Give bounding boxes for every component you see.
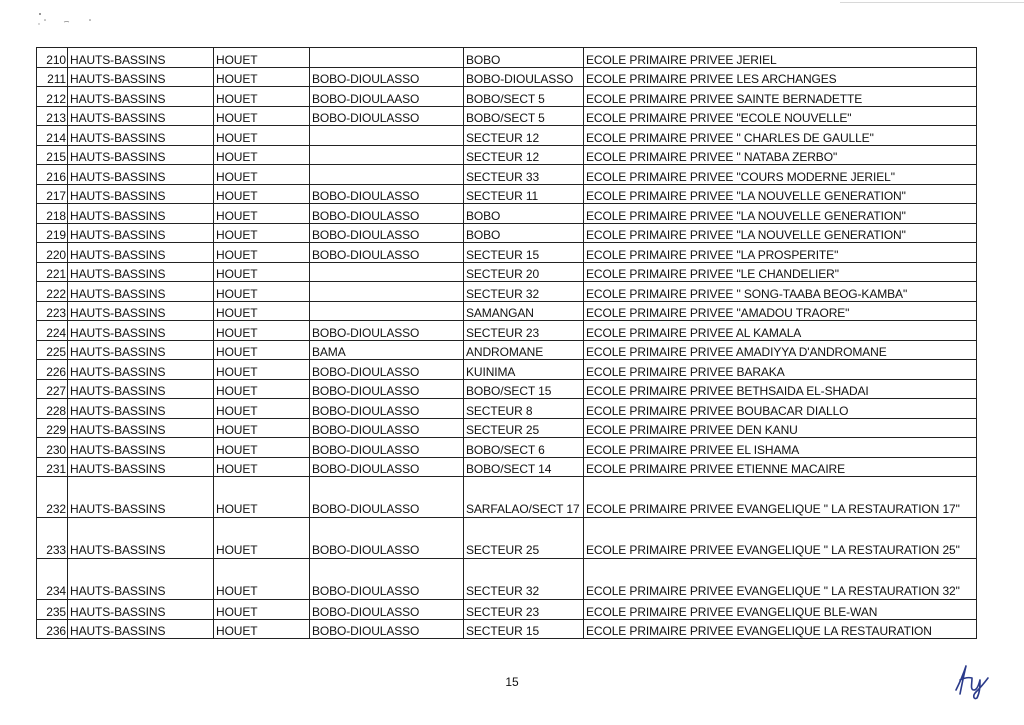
row-number: 231 bbox=[37, 457, 68, 477]
school-name-cell: ECOLE PRIMAIRE PRIVEE EVANGELIQUE BLE-WAN bbox=[584, 600, 977, 620]
commune-cell bbox=[310, 165, 464, 185]
school-name-cell: ECOLE PRIMAIRE PRIVEE EVANGELIQUE " LA RESTAURATION 32" bbox=[584, 559, 977, 600]
region-cell: HAUTS-BASSINS bbox=[68, 126, 214, 146]
row-number: 236 bbox=[37, 619, 68, 639]
region-cell: HAUTS-BASSINS bbox=[68, 204, 214, 224]
village-cell: SECTEUR 15 bbox=[464, 243, 584, 263]
region-cell: HAUTS-BASSINS bbox=[68, 282, 214, 302]
schools-table bbox=[36, 47, 977, 639]
school-name-cell: ECOLE PRIMAIRE PRIVEE "AMADOU TRAORE" bbox=[584, 301, 977, 321]
commune-cell: BOBO-DIOULASSO bbox=[310, 619, 464, 639]
row-number: 214 bbox=[37, 126, 68, 146]
village-cell: SECTEUR 25 bbox=[464, 418, 584, 438]
province-cell: HOUET bbox=[214, 165, 310, 185]
region-cell: HAUTS-BASSINS bbox=[68, 243, 214, 263]
village-cell: SAMANGAN bbox=[464, 301, 584, 321]
region-cell: HAUTS-BASSINS bbox=[68, 262, 214, 282]
province-cell: HOUET bbox=[214, 477, 310, 518]
village-cell: BOBO bbox=[464, 204, 584, 224]
village-cell: SECTEUR 20 bbox=[464, 262, 584, 282]
region-cell: HAUTS-BASSINS bbox=[68, 184, 214, 204]
village-cell: BOBO/SECT 6 bbox=[464, 438, 584, 458]
table-row bbox=[37, 282, 977, 302]
row-number: 211 bbox=[37, 67, 68, 87]
region-cell: HAUTS-BASSINS bbox=[68, 457, 214, 477]
table-row bbox=[37, 619, 977, 639]
page-number: 15 bbox=[505, 675, 519, 689]
school-name-cell: ECOLE PRIMAIRE PRIVEE SAINTE BERNADETTE bbox=[584, 87, 977, 107]
school-name-cell: ECOLE PRIMAIRE PRIVEE AL KAMALA bbox=[584, 321, 977, 341]
province-cell: HOUET bbox=[214, 321, 310, 341]
row-number: 226 bbox=[37, 360, 68, 380]
region-cell: HAUTS-BASSINS bbox=[68, 438, 214, 458]
school-name-cell: ECOLE PRIMAIRE PRIVEE JERIEL bbox=[584, 48, 977, 68]
school-name-cell: ECOLE PRIMAIRE PRIVEE EVANGELIQUE LA RESTAURATION bbox=[584, 619, 977, 639]
row-number: 221 bbox=[37, 262, 68, 282]
school-name-cell: ECOLE PRIMAIRE PRIVEE BETHSAIDA EL-SHADAI bbox=[584, 379, 977, 399]
village-cell: ANDROMANE bbox=[464, 340, 584, 360]
province-cell: HOUET bbox=[214, 340, 310, 360]
table-row bbox=[37, 223, 977, 243]
province-cell: HOUET bbox=[214, 282, 310, 302]
province-cell: HOUET bbox=[214, 518, 310, 559]
table-row bbox=[37, 340, 977, 360]
school-name-cell: ECOLE PRIMAIRE PRIVEE EVANGELIQUE " LA RESTAURATION 17" bbox=[584, 477, 977, 518]
region-cell: HAUTS-BASSINS bbox=[68, 518, 214, 559]
table-row bbox=[37, 48, 977, 68]
commune-cell: BOBO-DIOULASSO bbox=[310, 223, 464, 243]
region-cell: HAUTS-BASSINS bbox=[68, 559, 214, 600]
school-name-cell: ECOLE PRIMAIRE PRIVEE LES ARCHANGES bbox=[584, 67, 977, 87]
row-number: 219 bbox=[37, 223, 68, 243]
region-cell: HAUTS-BASSINS bbox=[68, 67, 214, 87]
row-number: 227 bbox=[37, 379, 68, 399]
region-cell: HAUTS-BASSINS bbox=[68, 223, 214, 243]
school-name-cell: ECOLE PRIMAIRE PRIVEE " SONG-TAABA BEOG-KAMBA" bbox=[584, 282, 977, 302]
commune-cell: BOBO-DIOULASSO bbox=[310, 518, 464, 559]
row-number: 216 bbox=[37, 165, 68, 185]
row-number: 217 bbox=[37, 184, 68, 204]
village-cell: BOBO/SECT 14 bbox=[464, 457, 584, 477]
commune-cell: BOBO-DIOULASSO bbox=[310, 184, 464, 204]
province-cell: HOUET bbox=[214, 619, 310, 639]
school-name-cell: ECOLE PRIMAIRE PRIVEE EL ISHAMA bbox=[584, 438, 977, 458]
village-cell: BOBO/SECT 5 bbox=[464, 106, 584, 126]
province-cell: HOUET bbox=[214, 262, 310, 282]
village-cell: SECTEUR 23 bbox=[464, 600, 584, 620]
village-cell: SECTEUR 25 bbox=[464, 518, 584, 559]
commune-cell: BOBO-DIOULASSO bbox=[310, 243, 464, 263]
village-cell: SECTEUR 12 bbox=[464, 126, 584, 146]
province-cell: HOUET bbox=[214, 399, 310, 419]
row-number: 228 bbox=[37, 399, 68, 419]
table-row bbox=[37, 106, 977, 126]
commune-cell: BOBO-DIOULASSO bbox=[310, 379, 464, 399]
table-row bbox=[37, 301, 977, 321]
region-cell: HAUTS-BASSINS bbox=[68, 477, 214, 518]
table-row bbox=[37, 87, 977, 107]
province-cell: HOUET bbox=[214, 243, 310, 263]
province-cell: HOUET bbox=[214, 184, 310, 204]
commune-cell: BOBO-DIOULASSO bbox=[310, 360, 464, 380]
table-body bbox=[37, 48, 977, 639]
village-cell: BOBO bbox=[464, 223, 584, 243]
row-number: 224 bbox=[37, 321, 68, 341]
region-cell: HAUTS-BASSINS bbox=[68, 165, 214, 185]
table-row bbox=[37, 321, 977, 341]
row-number: 222 bbox=[37, 282, 68, 302]
table-row bbox=[37, 477, 977, 518]
school-name-cell: ECOLE PRIMAIRE PRIVEE BARAKA bbox=[584, 360, 977, 380]
commune-cell bbox=[310, 301, 464, 321]
table-row bbox=[37, 457, 977, 477]
region-cell: HAUTS-BASSINS bbox=[68, 106, 214, 126]
commune-cell: BOBO-DIOULASSO bbox=[310, 399, 464, 419]
table-row bbox=[37, 204, 977, 224]
table-row bbox=[37, 165, 977, 185]
commune-cell: BOBO-DIOULAASO bbox=[310, 87, 464, 107]
commune-cell: BOBO-DIOULASSO bbox=[310, 457, 464, 477]
school-name-cell: ECOLE PRIMAIRE PRIVEE "LE CHANDELIER" bbox=[584, 262, 977, 282]
school-name-cell: ECOLE PRIMAIRE PRIVEE EVANGELIQUE " LA RESTAURATION 25" bbox=[584, 518, 977, 559]
row-number: 215 bbox=[37, 145, 68, 165]
village-cell: BOBO bbox=[464, 48, 584, 68]
row-number: 234 bbox=[37, 559, 68, 600]
row-number: 218 bbox=[37, 204, 68, 224]
region-cell: HAUTS-BASSINS bbox=[68, 619, 214, 639]
province-cell: HOUET bbox=[214, 87, 310, 107]
commune-cell: BOBO-DIOULASSO bbox=[310, 559, 464, 600]
school-name-cell: ECOLE PRIMAIRE PRIVEE "LA PROSPERITE" bbox=[584, 243, 977, 263]
commune-cell: BOBO-DIOULASSO bbox=[310, 321, 464, 341]
province-cell: HOUET bbox=[214, 48, 310, 68]
row-number: 220 bbox=[37, 243, 68, 263]
region-cell: HAUTS-BASSINS bbox=[68, 340, 214, 360]
region-cell: HAUTS-BASSINS bbox=[68, 321, 214, 341]
region-cell: HAUTS-BASSINS bbox=[68, 379, 214, 399]
school-name-cell: ECOLE PRIMAIRE PRIVEE "LA NOUVELLE GENERATION" bbox=[584, 184, 977, 204]
region-cell: HAUTS-BASSINS bbox=[68, 418, 214, 438]
table-row bbox=[37, 418, 977, 438]
handwritten-signature bbox=[950, 660, 992, 700]
village-cell: SECTEUR 11 bbox=[464, 184, 584, 204]
row-number: 225 bbox=[37, 340, 68, 360]
village-cell: KUINIMA bbox=[464, 360, 584, 380]
commune-cell: BOBO-DIOULASSO bbox=[310, 67, 464, 87]
province-cell: HOUET bbox=[214, 559, 310, 600]
village-cell: SECTEUR 23 bbox=[464, 321, 584, 341]
commune-cell: BOBO-DIOULASSO bbox=[310, 204, 464, 224]
table-row bbox=[37, 67, 977, 87]
row-number: 235 bbox=[37, 600, 68, 620]
school-name-cell: ECOLE PRIMAIRE PRIVEE "LA NOUVELLE GENERATION" bbox=[584, 204, 977, 224]
village-cell: SECTEUR 15 bbox=[464, 619, 584, 639]
village-cell: SECTEUR 12 bbox=[464, 145, 584, 165]
commune-cell bbox=[310, 48, 464, 68]
row-number: 230 bbox=[37, 438, 68, 458]
row-number: 212 bbox=[37, 87, 68, 107]
province-cell: HOUET bbox=[214, 600, 310, 620]
region-cell: HAUTS-BASSINS bbox=[68, 87, 214, 107]
village-cell: SARFALAO/SECT 17 bbox=[464, 477, 584, 518]
commune-cell: BOBO-DIOULASSO bbox=[310, 600, 464, 620]
region-cell: HAUTS-BASSINS bbox=[68, 360, 214, 380]
village-cell: BOBO-DIOULASSO bbox=[464, 67, 584, 87]
row-number: 213 bbox=[37, 106, 68, 126]
row-number: 223 bbox=[37, 301, 68, 321]
row-number: 233 bbox=[37, 518, 68, 559]
province-cell: HOUET bbox=[214, 301, 310, 321]
village-cell: BOBO/SECT 15 bbox=[464, 379, 584, 399]
row-number: 232 bbox=[37, 477, 68, 518]
table-row bbox=[37, 438, 977, 458]
village-cell: SECTEUR 32 bbox=[464, 559, 584, 600]
region-cell: HAUTS-BASSINS bbox=[68, 48, 214, 68]
table-row bbox=[37, 126, 977, 146]
commune-cell bbox=[310, 262, 464, 282]
province-cell: HOUET bbox=[214, 204, 310, 224]
commune-cell bbox=[310, 282, 464, 302]
school-name-cell: ECOLE PRIMAIRE PRIVEE " NATABA ZERBO" bbox=[584, 145, 977, 165]
school-name-cell: ECOLE PRIMAIRE PRIVEE "ECOLE NOUVELLE" bbox=[584, 106, 977, 126]
commune-cell bbox=[310, 145, 464, 165]
commune-cell: BOBO-DIOULASSO bbox=[310, 106, 464, 126]
commune-cell: BAMA bbox=[310, 340, 464, 360]
school-name-cell: ECOLE PRIMAIRE PRIVEE "COURS MODERNE JERIEL" bbox=[584, 165, 977, 185]
village-cell: SECTEUR 33 bbox=[464, 165, 584, 185]
commune-cell: BOBO-DIOULASSO bbox=[310, 438, 464, 458]
province-cell: HOUET bbox=[214, 126, 310, 146]
table-row bbox=[37, 518, 977, 559]
table-row bbox=[37, 360, 977, 380]
table-row bbox=[37, 559, 977, 600]
school-name-cell: ECOLE PRIMAIRE PRIVEE " CHARLES DE GAULLE" bbox=[584, 126, 977, 146]
scan-specks bbox=[30, 8, 100, 30]
commune-cell: BOBO-DIOULASSO bbox=[310, 477, 464, 518]
province-cell: HOUET bbox=[214, 360, 310, 380]
commune-cell bbox=[310, 126, 464, 146]
province-cell: HOUET bbox=[214, 145, 310, 165]
province-cell: HOUET bbox=[214, 438, 310, 458]
commune-cell: BOBO-DIOULASSO bbox=[310, 418, 464, 438]
school-name-cell: ECOLE PRIMAIRE PRIVEE DEN KANU bbox=[584, 418, 977, 438]
province-cell: HOUET bbox=[214, 379, 310, 399]
province-cell: HOUET bbox=[214, 457, 310, 477]
table-row bbox=[37, 600, 977, 620]
village-cell: SECTEUR 32 bbox=[464, 282, 584, 302]
school-name-cell: ECOLE PRIMAIRE PRIVEE AMADIYYA D'ANDROMANE bbox=[584, 340, 977, 360]
table-row bbox=[37, 243, 977, 263]
region-cell: HAUTS-BASSINS bbox=[68, 301, 214, 321]
row-number: 229 bbox=[37, 418, 68, 438]
region-cell: HAUTS-BASSINS bbox=[68, 145, 214, 165]
table-row bbox=[37, 379, 977, 399]
scan-edge-line bbox=[840, 2, 1024, 3]
province-cell: HOUET bbox=[214, 418, 310, 438]
region-cell: HAUTS-BASSINS bbox=[68, 399, 214, 419]
table-row bbox=[37, 184, 977, 204]
school-name-cell: ECOLE PRIMAIRE PRIVEE "LA NOUVELLE GENERATION" bbox=[584, 223, 977, 243]
school-name-cell: ECOLE PRIMAIRE PRIVEE BOUBACAR DIALLO bbox=[584, 399, 977, 419]
row-number: 210 bbox=[37, 48, 68, 68]
table-row bbox=[37, 145, 977, 165]
province-cell: HOUET bbox=[214, 106, 310, 126]
school-name-cell: ECOLE PRIMAIRE PRIVEE ETIENNE MACAIRE bbox=[584, 457, 977, 477]
table-row bbox=[37, 262, 977, 282]
table-row bbox=[37, 399, 977, 419]
village-cell: BOBO/SECT 5 bbox=[464, 87, 584, 107]
region-cell: HAUTS-BASSINS bbox=[68, 600, 214, 620]
village-cell: SECTEUR 8 bbox=[464, 399, 584, 419]
province-cell: HOUET bbox=[214, 223, 310, 243]
province-cell: HOUET bbox=[214, 67, 310, 87]
